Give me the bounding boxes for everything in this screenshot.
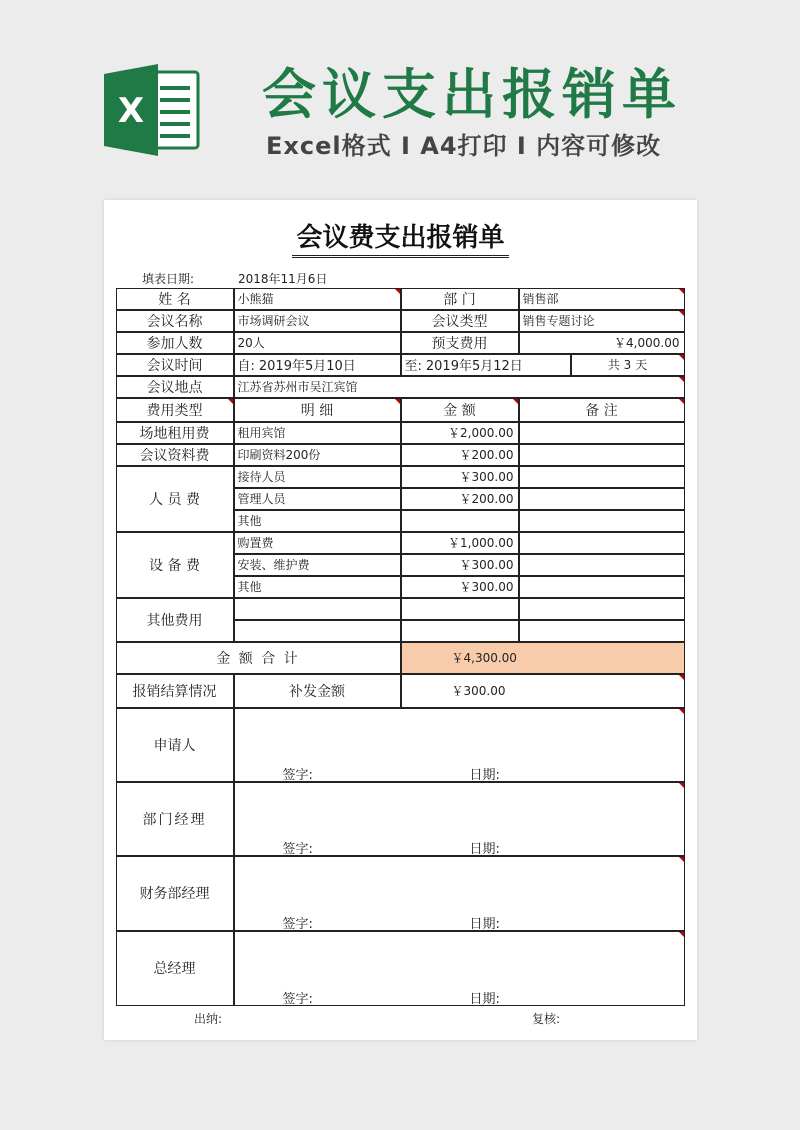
- expense-amount[interactable]: ￥200.00: [401, 488, 519, 510]
- expense-detail[interactable]: 接待人员: [234, 466, 401, 488]
- header-amount: 金 额: [401, 398, 519, 422]
- header-remark: 备 注: [519, 398, 685, 422]
- expense-amount[interactable]: ￥2,000.00: [401, 422, 519, 444]
- label-meeting-name: 会议名称: [116, 310, 234, 332]
- value-time-from[interactable]: [234, 354, 401, 376]
- sign-label: 签字:: [282, 767, 313, 782]
- value-dept[interactable]: 销售部: [519, 288, 685, 310]
- label-place: 会议地点: [116, 376, 234, 398]
- label-other-costs: 其他费用: [116, 598, 234, 642]
- expense-remark[interactable]: [519, 554, 685, 576]
- expense-detail[interactable]: 管理人员: [234, 488, 401, 510]
- expense-amount[interactable]: [401, 598, 519, 620]
- value-total[interactable]: ￥4,300.00: [401, 642, 685, 674]
- expense-amount[interactable]: ￥200.00: [401, 444, 519, 466]
- value-meeting-name[interactable]: 市场调研会议: [234, 310, 401, 332]
- expense-remark[interactable]: [519, 620, 685, 642]
- label-name: 姓 名: [116, 288, 234, 310]
- label-meeting-type: 会议类型: [401, 310, 519, 332]
- value-supplement[interactable]: ￥300.00: [401, 674, 685, 708]
- form-title: 会议费支出报销单: [104, 222, 697, 258]
- form-sheet: [104, 200, 697, 1040]
- banner-subtitle: Excel格式 I A4打印 I 内容可修改: [266, 132, 662, 160]
- label-advance: 预支费用: [401, 332, 519, 354]
- expense-detail[interactable]: 印刷资料200份: [234, 444, 401, 466]
- value-attendees[interactable]: 20人: [234, 332, 401, 354]
- to-date: 2019年5月12日: [425, 359, 523, 374]
- expense-amount[interactable]: ￥1,000.00: [401, 532, 519, 554]
- banner: [0, 0, 800, 200]
- from-date: 2019年5月10日: [258, 359, 356, 374]
- expense-remark[interactable]: [519, 576, 685, 598]
- value-time-to[interactable]: [401, 354, 571, 376]
- value-days[interactable]: 共 3 天: [571, 354, 685, 376]
- expense-amount[interactable]: [401, 510, 519, 532]
- date-label: 日期:: [469, 991, 500, 1006]
- label-equipment: 设 备 费: [116, 532, 234, 598]
- expense-detail[interactable]: 租用宾馆: [234, 422, 401, 444]
- label-supplement: 补发金额: [234, 674, 401, 708]
- expense-remark[interactable]: [519, 532, 685, 554]
- expense-amount[interactable]: [401, 620, 519, 642]
- expense-detail[interactable]: [234, 620, 401, 642]
- label-dept-manager: 部门经理: [116, 782, 234, 856]
- label-time: 会议时间: [116, 354, 234, 376]
- date-label: 日期:: [469, 916, 500, 931]
- reviewer-label: 复核:: [532, 1012, 561, 1026]
- approval-box-applicant[interactable]: [234, 708, 685, 782]
- label-attendees: 参加人数: [116, 332, 234, 354]
- sign-label: 签字:: [282, 991, 313, 1006]
- expense-detail[interactable]: 购置费: [234, 532, 401, 554]
- sign-label: 签字:: [282, 841, 313, 856]
- to-label: 至:: [404, 359, 422, 374]
- expense-amount[interactable]: ￥300.00: [401, 466, 519, 488]
- sign-label: 签字:: [282, 916, 313, 931]
- expense-detail[interactable]: [234, 598, 401, 620]
- date-label: 日期:: [469, 767, 500, 782]
- approval-box-finance-manager[interactable]: [234, 856, 685, 931]
- expense-amount[interactable]: ￥300.00: [401, 576, 519, 598]
- expense-remark[interactable]: [519, 598, 685, 620]
- banner-title: 会议支出报销单: [262, 63, 682, 126]
- excel-icon-letter: X: [117, 91, 145, 131]
- expense-remark[interactable]: [519, 466, 685, 488]
- approval-box-general-manager[interactable]: [234, 931, 685, 1006]
- label-settlement: 报销结算情况: [116, 674, 234, 708]
- value-name[interactable]: 小熊猫: [234, 288, 401, 310]
- label-finance-manager: 财务部经理: [116, 856, 234, 931]
- expense-remark[interactable]: [519, 444, 685, 466]
- expense-remark[interactable]: [519, 488, 685, 510]
- expense-remark[interactable]: [519, 422, 685, 444]
- label-materials: 会议资料费: [116, 444, 234, 466]
- expense-remark[interactable]: [519, 510, 685, 532]
- fill-date-label: 填表日期:: [142, 272, 195, 286]
- cashier-label: 出纳:: [194, 1012, 223, 1026]
- excel-icon: [104, 64, 202, 156]
- header-cost-type: 费用类型: [116, 398, 234, 422]
- expense-table: [116, 288, 685, 1006]
- date-label: 日期:: [469, 841, 500, 856]
- expense-detail[interactable]: 安装、维护费: [234, 554, 401, 576]
- header-detail: 明 细: [234, 398, 401, 422]
- label-personnel: 人 员 费: [116, 466, 234, 532]
- expense-detail[interactable]: 其他: [234, 576, 401, 598]
- label-general-manager: 总经理: [116, 931, 234, 1006]
- value-advance[interactable]: ￥4,000.00: [519, 332, 685, 354]
- from-label: 自:: [237, 359, 255, 374]
- expense-detail[interactable]: 其他: [234, 510, 401, 532]
- label-applicant: 申请人: [116, 708, 234, 782]
- fill-date-value[interactable]: 2018年11月6日: [238, 272, 328, 286]
- label-total: 金 额 合 计: [116, 642, 401, 674]
- approval-box-dept-manager[interactable]: [234, 782, 685, 856]
- label-venue: 场地租用费: [116, 422, 234, 444]
- label-dept: 部 门: [401, 288, 519, 310]
- value-place[interactable]: 江苏省苏州市吴江宾馆: [234, 376, 685, 398]
- value-meeting-type[interactable]: 销售专题讨论: [519, 310, 685, 332]
- expense-amount[interactable]: ￥300.00: [401, 554, 519, 576]
